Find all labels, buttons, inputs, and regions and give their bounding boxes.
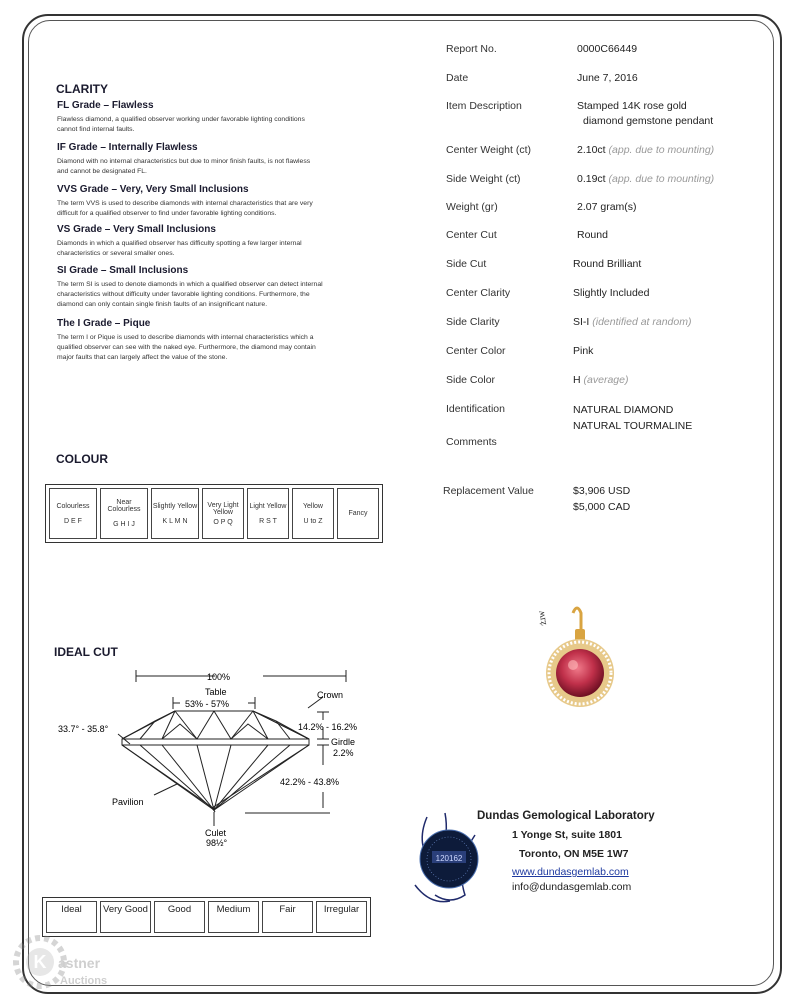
label-pavilion-depth: 42.2% - 43.8% [280,777,340,787]
value-identification-2: NATURAL TOURMALINE [573,420,693,432]
label-center-weight: Center Weight (ct) [446,144,531,156]
label-crown-angle: 33.7° - 35.8° [58,724,109,734]
label-table: Table [205,687,227,697]
label-replacement-value: Replacement Value [443,485,534,497]
label-crown: Crown [317,690,344,700]
label-table-range: 53% - 57% [185,699,230,709]
label-date: Date [446,72,469,84]
seal-number: 120162 [435,854,463,863]
cut-grade-fair: Fair [262,901,313,933]
lab-address-2: Toronto, ON M5E 1W7 [519,848,629,860]
grade-if: IF Grade – Internally Flawless Diamond with no internal characteristics but due to minor finish faults, is not flawless and cannot be designated FL. [57,142,311,175]
lab-name: Dundas Gemological Laboratory [477,810,655,822]
colour-col-colourless: Colourless D E F [49,488,97,539]
clarity-title: CLARITY [56,82,108,96]
cut-grade-very-good: Very Good [100,901,151,933]
grade-fl: FL Grade – Flawless Flawless diamond, a qualified observer working under favorable lighting conditions cannot find internal faults. [57,100,305,133]
value-item-description-2: diamond gemstone pendant [583,115,714,127]
label-culet: Culet [205,828,227,838]
colour-col-light-yellow: Light Yellow R S T [247,488,289,539]
grade-i: The I Grade – Pique The term I or Pique is used to describe diamonds with internal characteristics which a qualified observer can see with the naked eye. Furthermore, the diamond may contain major faults that can largely affect the value of the stone. [57,318,316,361]
gem-stone [556,649,604,697]
lab-email: info@dundasgemlab.com [512,881,632,893]
grade-vvs: VVS Grade – Very, Very Small Inclusions The term VVS is used to describe diamonds with internal characteristics that are very difficult for a qualified observer to find under favorable lighting conditions. [57,184,313,217]
label-side-clarity: Side Clarity [446,316,500,328]
value-item-description: Stamped 14K rose gold [577,100,687,112]
grade-si: SI Grade – Small Inclusions The term SI is used to denote diamonds in which a qualified observer can detect internal characteristics without difficulty under favorable lighting conditions. Furthermore, the diamond can only contain single finish faults of an insignificant nature. [57,265,323,308]
label-crown-height: 14.2% - 16.2% [298,722,358,732]
label-side-color: Side Color [446,374,496,386]
colour-title: COLOUR [56,452,108,466]
diamond-body [122,711,309,810]
value-date: June 7, 2016 [577,72,638,84]
value-side-weight: 0.19ct (app. due to mounting) [577,173,715,185]
value-side-cut: Round Brilliant [573,258,642,270]
value-side-color: H (average) [573,374,629,386]
label-center-clarity: Center Clarity [446,287,511,299]
cut-grade-ideal: Ideal [46,901,97,933]
colour-col-very-light-yellow: Very Light Yellow O P Q [202,488,244,539]
colour-col-near-colourless: Near Colourless G H I J [100,488,148,539]
label-comments: Comments [446,436,497,448]
cut-grade-good: Good [154,901,205,933]
label-girdle: Girdle [331,737,356,747]
value-weight: 2.07 gram(s) [577,201,637,213]
label-center-color: Center Color [446,345,506,357]
label-item-description: Item Description [446,100,522,112]
pendant-photo [535,595,625,720]
value-report-no: 0000C66449 [577,43,638,55]
colour-col-yellow: Yellow U to Z [292,488,334,539]
value-center-color: Pink [573,345,594,357]
lab-address-1: 1 Yonge St, suite 1801 [512,829,622,841]
value-replacement-usd: $3,906 USD [573,485,631,497]
value-identification: NATURAL DIAMOND [573,404,674,416]
cut-grade-irregular: Irregular [316,901,367,933]
value-center-weight: 2.10ct (app. due to mounting) [577,144,715,156]
value-replacement-cad: $5,000 CAD [573,501,631,513]
diamond-outline [122,711,309,812]
label-girdle-pct: 2.2% [333,748,354,758]
label-side-cut: Side Cut [446,258,487,270]
colour-col-fancy: Fancy [337,488,379,539]
label-side-weight: Side Weight (ct) [446,173,521,185]
svg-text:K: K [33,952,47,972]
ideal-cut-title: IDEAL CUT [54,645,118,659]
kastner-auctions-watermark [10,930,120,995]
svg-text:astner: astner [58,955,101,971]
value-center-clarity: Slightly Included [573,287,650,299]
value-center-cut: Round [577,229,608,241]
svg-text:ʍrẓ: ʍrẓ [536,609,550,627]
grade-vs: VS Grade – Very Small Inclusions Diamonds in which a qualified observer has difficulty spotting a few larger internal characteristics or several smaller ones. [57,224,302,257]
label-total-pct: 100% [207,672,231,682]
lab-website-link[interactable]: www.dundasgemlab.com [512,866,629,878]
label-culet-pct: 98½° [206,838,228,848]
diamond-cut-diagram [40,660,420,855]
label-pavilion: Pavilion [112,797,144,807]
label-identification: Identification [446,403,505,415]
svg-text:Auctions: Auctions [60,975,108,987]
value-side-clarity: SI-I (identified at random) [573,316,692,328]
label-weight: Weight (gr) [446,201,498,213]
label-center-cut: Center Cut [446,229,497,241]
colour-scale-table [45,484,383,543]
cut-grade-medium: Medium [208,901,259,933]
colour-col-slightly-yellow: Slightly Yellow K L M N [151,488,199,539]
label-report-no: Report No. [446,43,497,55]
